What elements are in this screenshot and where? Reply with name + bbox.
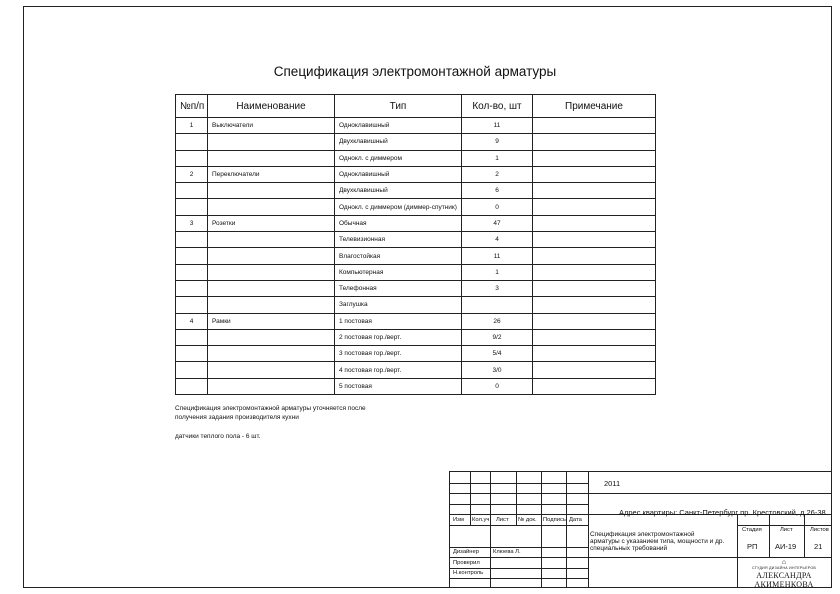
cell-name: Переключатели <box>208 166 335 182</box>
table-row <box>176 199 656 215</box>
cell-qty: 6 <box>462 183 533 199</box>
stamp-header-izm: Изм <box>453 517 464 523</box>
table-row <box>176 297 656 313</box>
logo-studio-text: СТУДИЯ ДИЗАЙНА ИНТЕРЬЕРОВ <box>752 566 816 570</box>
cell-num <box>176 199 208 215</box>
cell-qty: 9 <box>462 134 533 150</box>
column-header-qty: Кол-во, шт <box>462 95 533 118</box>
cell-type: 1 постовая <box>335 313 462 329</box>
logo-mark-icon: ⌂ <box>781 559 787 566</box>
cell-qty: 3 <box>462 280 533 296</box>
table-row <box>176 232 656 248</box>
table-row <box>176 134 656 150</box>
cell-num <box>176 264 208 280</box>
table-row <box>176 215 656 231</box>
column-header-name: Наименование <box>208 95 335 118</box>
cell-qty: 0 <box>462 378 533 394</box>
cell-note <box>533 264 656 280</box>
cell-num <box>176 280 208 296</box>
document-title: Спецификация электромонтажной арматуры <box>273 64 557 79</box>
cell-note <box>533 248 656 264</box>
cell-type: Однокл. с диммером <box>335 150 462 166</box>
role-designer: Дизайнер <box>453 549 479 555</box>
cell-num: 1 <box>176 118 208 134</box>
cell-name <box>208 297 335 313</box>
cell-type: Компьютерная <box>335 264 462 280</box>
cell-num <box>176 362 208 378</box>
table-row <box>176 346 656 362</box>
cell-note <box>533 329 656 345</box>
cell-qty: 26 <box>462 313 533 329</box>
cell-type: 2 постовая гор./верт. <box>335 329 462 345</box>
sheet-label: Лист <box>780 527 793 533</box>
cell-num <box>176 232 208 248</box>
cell-num <box>176 150 208 166</box>
specification-table <box>175 94 656 395</box>
cell-name <box>208 248 335 264</box>
stamp-header-sign: Подпись <box>543 517 566 523</box>
cell-num: 3 <box>176 215 208 231</box>
cell-qty <box>462 297 533 313</box>
stamp-header-kol: Кол.уч <box>472 517 490 523</box>
cell-name <box>208 329 335 345</box>
sheets-value: 21 <box>814 542 823 551</box>
table-row <box>176 150 656 166</box>
title-block <box>449 471 832 588</box>
cell-qty: 0 <box>462 199 533 215</box>
cell-num: 4 <box>176 313 208 329</box>
cell-name <box>208 183 335 199</box>
cell-num <box>176 346 208 362</box>
cell-name <box>208 199 335 215</box>
cell-name <box>208 378 335 394</box>
cell-note <box>533 183 656 199</box>
column-header-note: Примечание <box>533 95 656 118</box>
cell-qty: 9/2 <box>462 329 533 345</box>
cell-type: 5 постовая <box>335 378 462 394</box>
cell-qty: 5/4 <box>462 346 533 362</box>
cell-note <box>533 215 656 231</box>
cell-note <box>533 297 656 313</box>
cell-name: Розетки <box>208 215 335 231</box>
cell-note <box>533 280 656 296</box>
sheet-value: АИ-19 <box>775 542 797 551</box>
cell-note <box>533 166 656 182</box>
cell-name: Выключатели <box>208 118 335 134</box>
cell-num <box>176 378 208 394</box>
cell-num <box>176 329 208 345</box>
cell-name <box>208 346 335 362</box>
table-row <box>176 118 656 134</box>
cell-name <box>208 264 335 280</box>
project-year: 2011 <box>604 479 621 488</box>
cell-num <box>176 183 208 199</box>
table-row <box>176 362 656 378</box>
role-checked: Проверил <box>453 560 480 566</box>
stage-value: РП <box>747 542 758 551</box>
role-norm-control: Н.контроль <box>453 570 484 576</box>
cell-note <box>533 313 656 329</box>
cell-note <box>533 199 656 215</box>
stamp-header-doc: № док. <box>518 517 537 523</box>
cell-qty: 47 <box>462 215 533 231</box>
cell-name <box>208 232 335 248</box>
stamp-header-date: Дата <box>569 517 582 523</box>
table-header-row <box>176 95 656 118</box>
logo-studio-name: АЛЕКСАНДРА АКИМЕНКОВА <box>754 571 814 589</box>
sheet-title: Спецификация электромонтажной арматуры с указанием типа, мощности и др. специальных требований <box>590 531 725 552</box>
column-header-type: Тип <box>335 95 462 118</box>
cell-type: Влагостойкая <box>335 248 462 264</box>
table-row <box>176 280 656 296</box>
cell-name <box>208 280 335 296</box>
cell-type: 4 постовая гор./верт. <box>335 362 462 378</box>
cell-qty: 1 <box>462 264 533 280</box>
cell-qty: 11 <box>462 248 533 264</box>
cell-note <box>533 346 656 362</box>
table-row <box>176 248 656 264</box>
table-row <box>176 378 656 394</box>
cell-type: Одноклавишный <box>335 166 462 182</box>
specification-note: Спецификация электромонтажной арматуры уточняется после получения задания производителя кухни <box>175 405 366 421</box>
cell-num <box>176 297 208 313</box>
cell-type: Двухклавишный <box>335 134 462 150</box>
table-row <box>176 264 656 280</box>
designer-name: Клюева Л. <box>493 549 521 555</box>
cell-type: Двухклавишный <box>335 183 462 199</box>
cell-num <box>176 248 208 264</box>
cell-name <box>208 362 335 378</box>
cell-note <box>533 362 656 378</box>
cell-type: 3 постовая гор./верт. <box>335 346 462 362</box>
cell-qty: 1 <box>462 150 533 166</box>
cell-note <box>533 378 656 394</box>
cell-type: Однокл. с диммером (диммер-спутник) <box>335 199 462 215</box>
table-row <box>176 329 656 345</box>
column-header-num: №п/п <box>176 95 208 118</box>
studio-logo <box>739 559 829 589</box>
project-address: Адрес квартиры: Санкт-Петербург пр. Крестовский, д 26-38 <box>619 508 826 517</box>
cell-qty: 4 <box>462 232 533 248</box>
table-row <box>176 183 656 199</box>
cell-name <box>208 150 335 166</box>
cell-name <box>208 134 335 150</box>
cell-type: Заглушка <box>335 297 462 313</box>
cell-type: Телевизионная <box>335 232 462 248</box>
floor-sensor-note: датчики теплого пола - 6 шт. <box>175 433 261 440</box>
table-row <box>176 313 656 329</box>
cell-qty: 11 <box>462 118 533 134</box>
stage-label: Стадия <box>742 527 762 533</box>
cell-name: Рамки <box>208 313 335 329</box>
cell-num: 2 <box>176 166 208 182</box>
cell-num <box>176 134 208 150</box>
cell-type: Обычная <box>335 215 462 231</box>
cell-note <box>533 134 656 150</box>
cell-qty: 3/0 <box>462 362 533 378</box>
cell-type: Одноклавишный <box>335 118 462 134</box>
cell-qty: 2 <box>462 166 533 182</box>
cell-note <box>533 232 656 248</box>
stamp-header-list: Лист <box>496 517 509 523</box>
cell-type: Телефонная <box>335 280 462 296</box>
cell-note <box>533 150 656 166</box>
sheets-label: Листов <box>810 527 829 533</box>
table-row <box>176 166 656 182</box>
cell-note <box>533 118 656 134</box>
